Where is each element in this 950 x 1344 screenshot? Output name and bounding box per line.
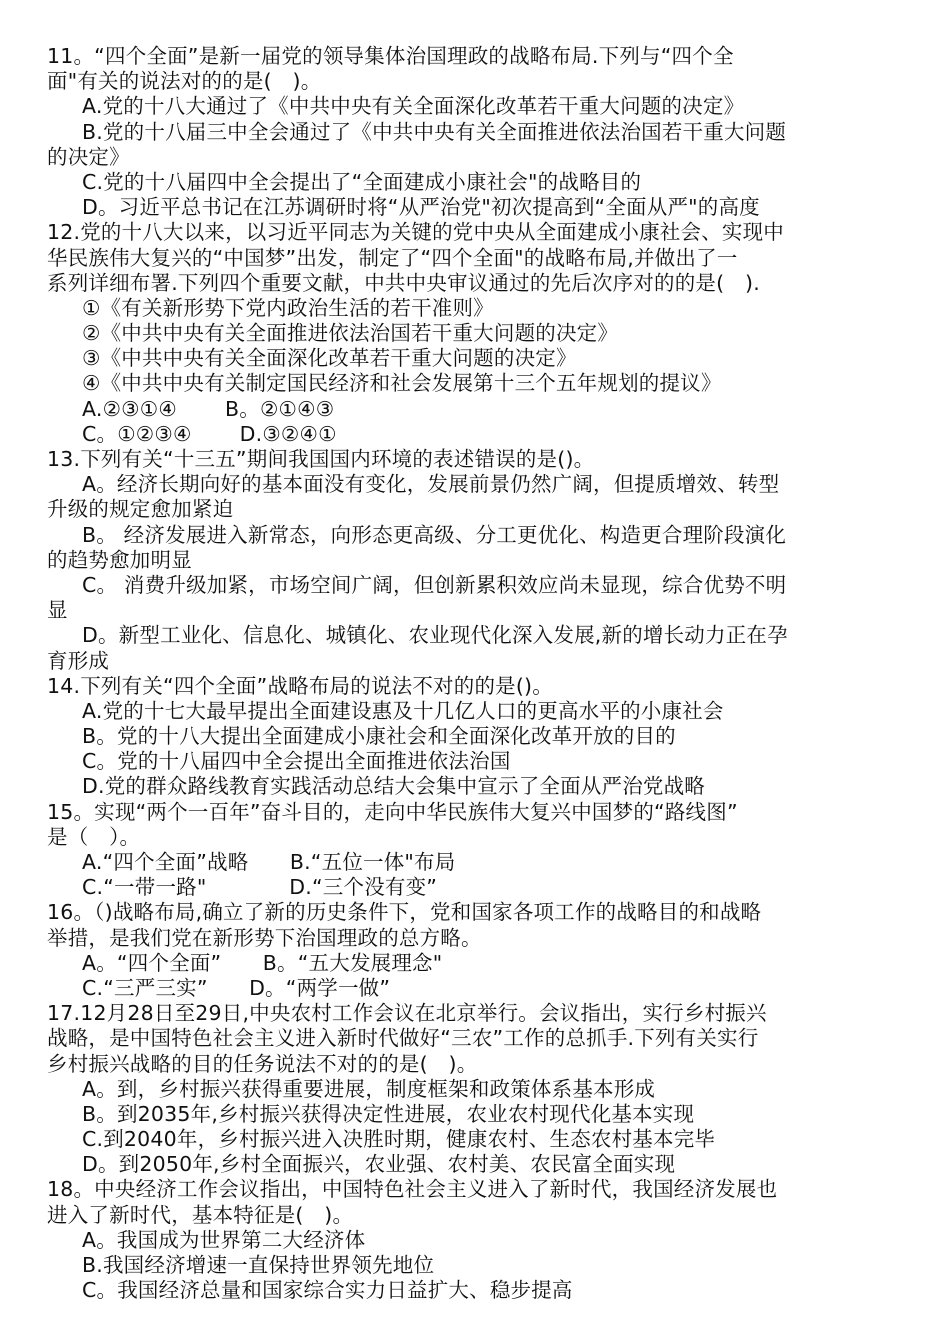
answer-option-line: B.我国经济增速一直保持世界领先地位 bbox=[82, 1253, 435, 1277]
answer-option-line: A。到，乡村振兴获得重要进展，制度框架和政策体系基本形成 bbox=[82, 1076, 656, 1101]
question-stem-line: 进入了新时代，基本特征是( )。 bbox=[47, 1202, 354, 1227]
question-block bbox=[47, 1001, 903, 1177]
answer-option-line: A.“四个全面”战略 B.“五位一体"布局 bbox=[82, 850, 456, 874]
question-stem-line: 12.党的十八大以来，以习近平同志为关键的党中央从全面建成小康社会、实现中 bbox=[47, 220, 784, 245]
answer-option-line: ①《有关新形势下党内政治生活的若干准则》 bbox=[82, 295, 494, 320]
answer-option-line: D.党的群众路线教育实践活动总结大会集中宣示了全面从严治党战略 bbox=[82, 774, 705, 799]
question-stem-line: 14.下列有关“四个全面”战略布局的说法不对的的是()。 bbox=[47, 673, 553, 698]
answer-option-line: B。到2035年,乡村振兴获得决定性进展，农业农村现代化基本实现 bbox=[82, 1101, 695, 1126]
answer-option-line: ④《中共中央有关制定国民经济和社会发展第十三个五年规划的提议》 bbox=[82, 371, 722, 396]
answer-option-line: A。经济长期向好的基本面没有变化，发展前景仍然广阔，但提质增效、转型 bbox=[82, 472, 780, 497]
question-stem-line: 13.下列有关“十三五”期间我国国内环境的表述错误的是()。 bbox=[47, 447, 595, 471]
answer-option-line: B。 经济发展进入新常态，向形态更高级、分工更优化、构造更合理阶段演化 bbox=[82, 522, 787, 547]
question-stem-line: 18。中央经济工作会议指出，中国特色社会主义进入了新时代，我国经济发展也 bbox=[47, 1177, 778, 1202]
answer-option-line: C。 消费升级加紧，市场空间广阔，但创新累积效应尚未显现，综合优势不明 bbox=[82, 572, 787, 597]
answer-option-line: B。党的十八大提出全面建成小康社会和全面深化改革开放的目的 bbox=[82, 724, 676, 749]
answer-option-line: A。我国成为世界第二大经济体 bbox=[82, 1227, 366, 1252]
answer-option-line: C.“三严三实” D。“两学一做” bbox=[82, 975, 391, 1000]
exam-page bbox=[47, 44, 903, 1303]
answer-option-line: ②《中共中央有关全面推进依法治国若干重大问题的决定》 bbox=[82, 321, 619, 346]
question-block bbox=[47, 1177, 903, 1303]
answer-option-line: A.党的十八大通过了《中共中央有关全面深化改革若干重大问题的决定》 bbox=[82, 94, 745, 119]
question-stem-line: 是（ ）。 bbox=[47, 824, 141, 849]
answer-option-line: D。到2050年,乡村全面振兴，农业强、农村美、农民富全面实现 bbox=[82, 1152, 676, 1177]
question-stem-line: 11。“四个全面”是新一届党的领导集体治国理政的战略布局.下列与“四个全 bbox=[47, 44, 734, 68]
question-block bbox=[47, 674, 903, 800]
question-stem-line: 15。实现“两个一百年”奋斗目的，走向中华民族伟大复兴中国梦的“路线图” bbox=[47, 799, 738, 824]
answer-option-line: 的趋势愈加明显 bbox=[47, 547, 192, 572]
answer-option-line: C。党的十八届四中全会提出全面推进依法治国 bbox=[82, 749, 511, 774]
answer-option-line: 育形成 bbox=[47, 648, 110, 673]
answer-option-line: ③《中共中央有关全面深化改革若干重大问题的决定》 bbox=[82, 346, 577, 371]
answer-option-line: 的决定》 bbox=[47, 144, 130, 169]
question-block bbox=[47, 900, 903, 1001]
answer-option-line: A.②③①④ B。②①④③ bbox=[82, 396, 335, 421]
answer-option-line: C.“一带一路" D.“三个没有变” bbox=[82, 875, 438, 900]
question-stem-line: 系列详细布署.下列四个重要文献，中共中央审议通过的先后次序对的的是( ). bbox=[47, 270, 760, 295]
answer-option-line: A。“四个全面” B。“五大发展理念" bbox=[82, 950, 443, 975]
answer-option-line: C。我国经济总量和国家综合实力日益扩大、稳步提高 bbox=[82, 1278, 573, 1303]
answer-option-line: D。习近平总书记在江苏调研时将“从严治党"初次提高到“全面从严"的高度 bbox=[82, 195, 760, 220]
answer-option-line: C.党的十八届四中全会提出了“全面建成小康社会"的战略目的 bbox=[82, 169, 642, 194]
answer-option-line: C.到2040年，乡村振兴进入决胜时期，健康农村、生态农村基本完毕 bbox=[82, 1127, 716, 1152]
question-stem-line: 乡村振兴战略的目的任务说法不对的的是( )。 bbox=[47, 1051, 478, 1076]
question-block bbox=[47, 800, 903, 901]
answer-option-line: 升级的规定愈加紧迫 bbox=[47, 497, 234, 522]
question-block bbox=[47, 220, 903, 447]
answer-option-line: B.党的十八届三中全会通过了《中共中央有关全面推进依法治国若干重大问题 bbox=[82, 119, 787, 144]
question-stem-line: 16。（)战略布局,确立了新的历史条件下，党和国家各项工作的战略目的和战略 bbox=[47, 900, 762, 925]
answer-option-line: D。新型工业化、信息化、城镇化、农业现代化深入发展,新的增长动力正在孕 bbox=[82, 623, 788, 648]
question-stem-line: 面"有关的说法对的的是( )。 bbox=[47, 69, 322, 94]
answer-option-line: C。①②③④ D.③②④① bbox=[82, 421, 337, 446]
question-block bbox=[47, 447, 903, 674]
answer-option-line: A.党的十七大最早提出全面建设惠及十几亿人口的更高水平的小康社会 bbox=[82, 698, 724, 723]
question-stem-line: 华民族伟大复兴的“中国梦”出发，制定了“四个全面"的战略布局,并做出了一 bbox=[47, 245, 738, 270]
question-stem-line: 战略，是中国特色社会主义进入新时代做好“三农”工作的总抓手.下列有关实行 bbox=[47, 1026, 759, 1051]
question-stem-line: 17.12月28日至29日,中央农村工作会议在北京举行。会议指出，实行乡村振兴 bbox=[47, 1001, 767, 1026]
question-block bbox=[47, 44, 903, 220]
answer-option-line: 显 bbox=[47, 598, 68, 623]
question-stem-line: 举措，是我们党在新形势下治国理政的总方略。 bbox=[47, 925, 482, 950]
